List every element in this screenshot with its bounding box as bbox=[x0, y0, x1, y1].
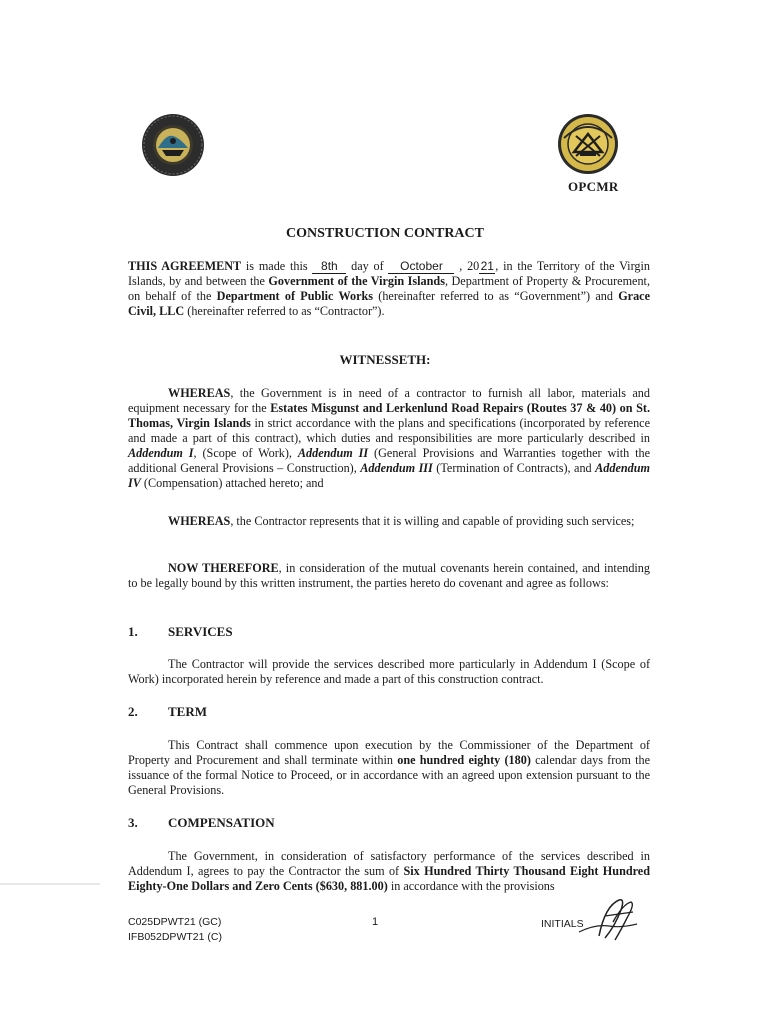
project-name: Estates Misgunst and Lerkenlund Road Repairs (Routes 37 & 40) on St. Thomas, Virgin Islands bbox=[128, 401, 650, 430]
section-1-text: The Contractor will provide the services described more particularly in Addendum I (Scope of Work) incorporated herein by reference and made a part of this construction contract. bbox=[128, 657, 650, 686]
addendum-2-ref: Addendum II bbox=[297, 446, 369, 460]
whereas-text: , (Scope of Work), bbox=[193, 446, 298, 460]
agreement-text: (hereinafter referred to as “Government”) and bbox=[373, 289, 619, 303]
government-name: Government of the Virgin Islands bbox=[268, 274, 445, 288]
year-field: 21 bbox=[480, 259, 494, 273]
whereas-lead: WHEREAS bbox=[168, 514, 231, 528]
contract-code: C025DPWT21 (GC) bbox=[128, 916, 222, 928]
section-number: 3. bbox=[128, 815, 138, 830]
document-title: CONSTRUCTION CONTRACT bbox=[286, 226, 484, 241]
now-therefore-lead: NOW THEREFORE bbox=[168, 561, 279, 575]
handwritten-initials-icon bbox=[575, 896, 641, 947]
section-text: The Government, in consideration of satisfactory performance of the services described in Addendum I, agrees to pay the Contractor the sum of bbox=[128, 849, 650, 878]
whereas-paragraph-2 bbox=[128, 514, 650, 529]
whereas-text: , the Contractor represents that it is willing and capable of providing such services; bbox=[230, 514, 635, 528]
department-name: Department of Public Works bbox=[216, 289, 374, 303]
addendum-1-ref: Addendum I bbox=[128, 446, 194, 460]
section-text: in accordance with the provisions bbox=[387, 879, 555, 893]
section-title: SERVICES bbox=[168, 624, 233, 639]
section-1-heading bbox=[128, 624, 233, 640]
agreement-text: , Department of Property & Procurement, on behalf of the bbox=[128, 274, 650, 303]
whereas-text: , the Government is in need of a contractor to furnish all labor, materials and equipment necessary for the bbox=[128, 386, 650, 415]
section-text: calendar days from the issuance of the formal Notice to Proceed, or in accordance with an agreed upon extension pursuant to the General Provisions. bbox=[128, 753, 650, 797]
day-field: 8th bbox=[312, 260, 346, 274]
agreement-text: is made this bbox=[241, 259, 313, 273]
agreement-text: , 20 bbox=[454, 259, 480, 273]
section-title: TERM bbox=[168, 704, 207, 719]
page-number: 1 bbox=[372, 916, 379, 928]
addendum-4-ref: Addendum IV bbox=[128, 461, 650, 490]
initials-label: INITIALS bbox=[541, 918, 584, 930]
section-number: 1. bbox=[128, 624, 138, 639]
agreement-text: , in the Territory of the Virgin Islands, by and between the bbox=[128, 259, 650, 288]
agreement-text: day of bbox=[346, 259, 389, 273]
section-2-text bbox=[128, 738, 650, 798]
section-3-text bbox=[128, 849, 650, 894]
contract-amount: Six Hundred Thirty Thousand Eight Hundred Eighty-One Dollars and Zero Cents ($630, 881.00) bbox=[128, 864, 650, 893]
agreement-text: (hereinafter referred to as “Contractor”). bbox=[184, 304, 385, 318]
scan-artifact-line bbox=[0, 883, 100, 885]
term-duration: one hundred eighty (180) bbox=[397, 753, 531, 767]
opcmr-label: OPCMR bbox=[568, 179, 619, 194]
virgin-islands-seal-icon bbox=[140, 112, 206, 178]
month-field: October bbox=[388, 260, 454, 274]
addendum-3-ref: Addendum III bbox=[360, 461, 433, 475]
section-title: COMPENSATION bbox=[168, 815, 275, 830]
witnesseth-heading: WITNESSETH: bbox=[339, 352, 431, 367]
whereas-text: (Compensation) attached hereto; and bbox=[140, 476, 324, 490]
agreement-lead: THIS AGREEMENT bbox=[128, 259, 242, 273]
now-therefore-text: , in consideration of the mutual covenants herein contained, and intending to be legally bound by this written instrument, the parties hereto do covenant and agree as follows: bbox=[128, 561, 650, 590]
section-3-heading bbox=[128, 815, 275, 831]
whereas-paragraph-1 bbox=[128, 386, 650, 491]
whereas-text: (General Provisions and Warranties together with the additional General Provisions – Construction), bbox=[128, 446, 650, 475]
whereas-text: (Termination of Contracts), and bbox=[432, 461, 596, 475]
contractor-name: Grace Civil, LLC bbox=[128, 289, 650, 318]
section-2-heading bbox=[128, 704, 207, 720]
ifb-code: IFB052DPWT21 (C) bbox=[128, 931, 222, 943]
whereas-lead: WHEREAS bbox=[168, 386, 231, 400]
agreement-paragraph bbox=[128, 259, 650, 319]
opcmr-seal-icon bbox=[556, 112, 620, 176]
whereas-text: in strict accordance with the plans and specifications (incorporated by reference and made a part of this contract), which duties and responsibilities are more particularly described in bbox=[128, 416, 650, 445]
section-text: This Contract shall commence upon execution by the Commissioner of the Department of Property and Procurement and shall terminate within bbox=[128, 738, 650, 767]
section-number: 2. bbox=[128, 704, 138, 719]
now-therefore-paragraph bbox=[128, 561, 650, 591]
